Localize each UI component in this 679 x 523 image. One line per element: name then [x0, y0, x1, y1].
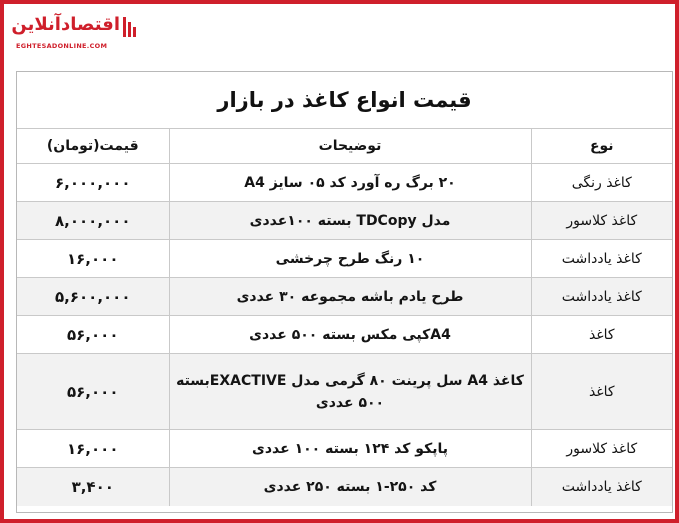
cell-type: کاغذ یادداشت: [531, 240, 672, 278]
table-row: [17, 468, 672, 506]
brand-logo-icon: [122, 14, 136, 40]
cell-type: کاغذ رنگی: [531, 164, 672, 202]
table-row: [17, 202, 672, 240]
cell-description: مدل TDCopy بسته ۱۰۰عددی: [169, 202, 531, 240]
cell-type: کاغذ یادداشت: [531, 278, 672, 316]
brand-site: EGHTESADONLINE.COM: [16, 42, 108, 50]
cell-type: کاغذ یادداشت: [531, 468, 672, 506]
header-type: نوع: [531, 129, 672, 164]
cell-description: ۲۰ برگ ره آورد کد ۰۵ سایز A4: [169, 164, 531, 202]
cell-description: پاپکو کد ۱۲۴ بسته ۱۰۰ عددی: [169, 430, 531, 468]
header-price: قیمت(تومان): [17, 129, 169, 164]
cell-price: ۵۶,۰۰۰: [17, 354, 169, 430]
cell-price: ۱۶,۰۰۰: [17, 430, 169, 468]
header-description: توضیحات: [169, 129, 531, 164]
cell-description: کاغذ A4 سل پرینت ۸۰ گرمی مدل EXACTIVEبسته ۵۰۰ عددی: [169, 354, 531, 430]
cell-type: کاغذ کلاسور: [531, 430, 672, 468]
price-table-card: [16, 71, 673, 513]
table-row: [17, 430, 672, 468]
cell-price: ۱۶,۰۰۰: [17, 240, 169, 278]
cell-type: کاغذ: [531, 354, 672, 430]
cell-price: ۸,۰۰۰,۰۰۰: [17, 202, 169, 240]
cell-description: طرح یادم باشه مجموعه ۳۰ عددی: [169, 278, 531, 316]
table-header-row: [17, 129, 672, 164]
price-table: [17, 129, 672, 506]
table-row: [17, 278, 672, 316]
table-row: [17, 316, 672, 354]
cell-type: کاغذ کلاسور: [531, 202, 672, 240]
cell-description: کد ۲۵۰-۱ بسته ۲۵۰ عددی: [169, 468, 531, 506]
cell-description: ۱۰ رنگ طرح چرخشی: [169, 240, 531, 278]
cell-price: ۵,۶۰۰,۰۰۰: [17, 278, 169, 316]
table-row: [17, 354, 672, 430]
table-row: [17, 240, 672, 278]
cell-price: ۵۶,۰۰۰: [17, 316, 169, 354]
table-title: قیمت انواع کاغذ در بازار: [17, 72, 672, 129]
cell-type: کاغذ: [531, 316, 672, 354]
cell-price: ۶,۰۰۰,۰۰۰: [17, 164, 169, 202]
table-row: [17, 164, 672, 202]
brand-name: اقتصادآنلاین: [11, 14, 120, 35]
cell-description: A4کپی مکس بسته ۵۰۰ عددی: [169, 316, 531, 354]
cell-price: ۳,۴۰۰: [17, 468, 169, 506]
brand-logo: [11, 12, 136, 52]
